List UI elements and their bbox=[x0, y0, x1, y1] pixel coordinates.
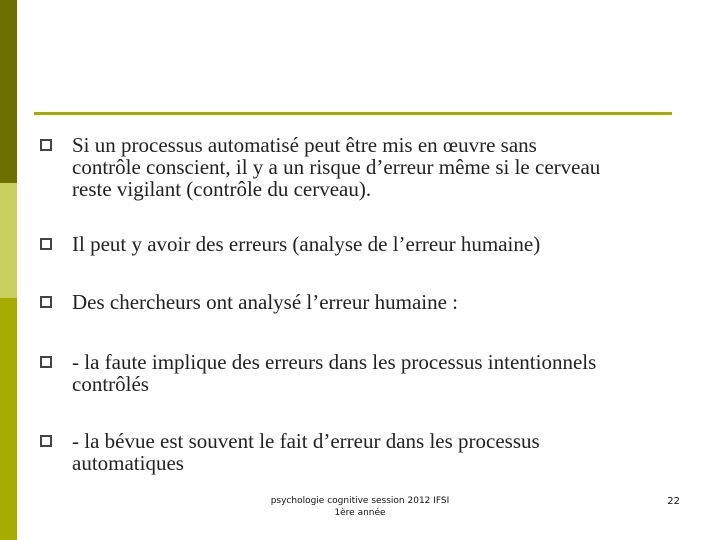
square-bullet-icon bbox=[40, 435, 52, 447]
square-bullet-icon bbox=[40, 238, 52, 250]
bullet-text-5: - la bévue est souvent le fait d’erreur dans les processus automatiques bbox=[72, 429, 540, 475]
slide-footer bbox=[230, 495, 490, 519]
square-bullet-icon bbox=[40, 296, 52, 308]
bullet-text-2: Il peut y avoir des erreurs (analyse de l’erreur humaine) bbox=[72, 232, 541, 256]
footer-line-2: 1ère année bbox=[334, 508, 386, 518]
left-bar-top bbox=[0, 0, 17, 183]
title-separator-line bbox=[34, 112, 672, 115]
left-bar-middle bbox=[0, 183, 17, 298]
bullet-text-3: Des chercheurs ont analysé l’erreur humaine : bbox=[72, 290, 458, 314]
page-number: 22 bbox=[667, 496, 680, 507]
left-bar-bottom bbox=[0, 298, 17, 540]
square-bullet-icon bbox=[40, 356, 52, 368]
footer-line-1: psychologie cognitive session 2012 IFSI bbox=[270, 496, 450, 506]
square-bullet-icon bbox=[40, 139, 52, 151]
bullet-text-4: - la faute implique des erreurs dans les processus intentionnels contrôlés bbox=[72, 350, 597, 396]
bullet-text-1: Si un processus automatisé peut être mis en œuvre sans contrôle conscient, il y a un risque d’erreur même si le cerveau reste vigilant (contrôle du cerveau). bbox=[72, 133, 601, 201]
